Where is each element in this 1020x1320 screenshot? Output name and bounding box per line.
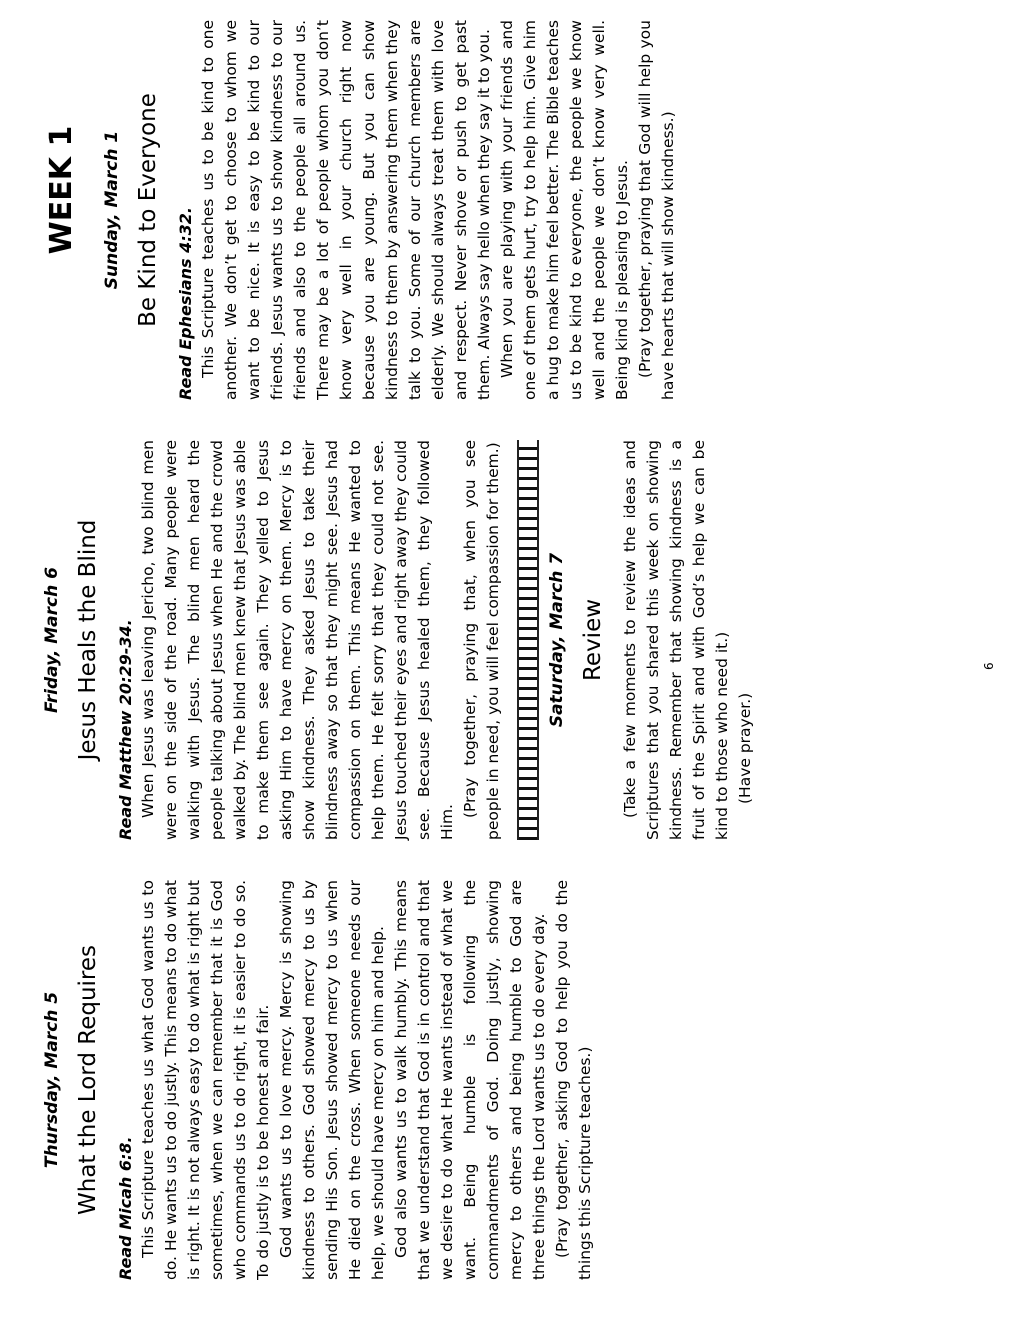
day-heading: Friday, March 6: [42, 567, 62, 713]
scripture-reference: Read Micah 6:8.: [116, 1136, 135, 1280]
prayer-note: (Pray together, asking God to help you do the things this Scripture teaches.): [553, 880, 594, 1280]
prayer-note: (Pray together, praying that God will help you have hearts that will show kindness.): [636, 20, 677, 400]
devotion-title: Review: [580, 598, 606, 682]
paragraph: When you are playing with your friends and one of them gets hurt, try to help him. Give him a hug to make him feel better. The Bible teaches us to be kind to everyone, the people we know well and the people we don’t know very well. Being kind is pleasing to Jesus.: [498, 20, 631, 400]
page-number: 6: [982, 662, 996, 670]
prayer-note: (Have prayer.): [736, 692, 754, 804]
paragraph: This Scripture teaches us to be kind to one another. We don’t get to choose to whom we want to be nice. It is easy to be kind to our friends. Jesus wants us to show kindness to our friends and also to the people all around us. There may be a lot of people whom you don’t know very well in your church right now because you are young. But you can show kindness to them by answering them when they talk to you. Some of our church members are elderly. We should always treat them with love and respect. Never shove or push to get past them. Always say hello when they say it to you.: [199, 20, 493, 400]
week-heading: WEEK 1: [44, 125, 79, 255]
devotion-title: Be Kind to Everyone: [135, 93, 161, 327]
thursday-devotion: [40, 880, 597, 1280]
scripture-reference: Read Matthew 20:29-34.: [116, 619, 135, 840]
day-heading: Thursday, March 5: [42, 991, 62, 1169]
saturday-devotion: [545, 440, 757, 840]
paragraph: God also wants us to walk humbly. This means that we understand that God is in control and that we desire to do what He wants instead of what we want. Being humble is following the commandments of God. Doing justly, showing mercy to others and being humble to God are three things the Lord wants us to do every day.: [392, 880, 548, 1280]
scripture-reference: Read Ephesians 4:32.: [176, 207, 195, 400]
friday-devotion: [40, 440, 757, 840]
day-heading: Saturday, March 7: [547, 552, 567, 728]
paragraph: God wants us to love mercy. Mercy is showing kindness to others. God showed mercy to us by sending His Son. Jesus showed mercy to us when He died on the cross. When someone needs our help, we should have mercy on him and help.: [277, 880, 387, 1280]
devotion-title: What the Lord Requires: [75, 945, 101, 1215]
paragraph: (Take a few moments to review the ideas and Scriptures that you shared this week on showing kindness. Remember that showing kindness is a fruit of the Spirit and with God’s help we can be kind to those who need it.): [621, 440, 731, 840]
prayer-note: (Pray together, praying that, when you see people in need, you will feel compassion for them.): [461, 440, 502, 840]
day-heading: Sunday, March 1: [102, 130, 122, 290]
paragraph: This Scripture teaches us what God wants us to do. He wants us to do justly. This means to do what is right. It is not always easy to do what is right but sometimes, when we can remember that it is God who commands us to do right, it is easier to do so. To do justly is to be honest and fair.: [139, 880, 272, 1280]
paragraph: When Jesus was leaving Jericho, two blind men were on the side of the road. Many people were walking with Jesus. The blind men heard the people talking about Jesus when He and the crowd walked by. The blind men knew that Jesus was able to make them see again. They yelled to Jesus asking Him to have mercy on them. Mercy is to show kindness. They asked Jesus to take their blindness away so that they might see. Jesus had compassion on them. This means He wanted to help them. He felt sorry that they could not see. Jesus touched their eyes and right away they could see. Because Jesus healed them, they followed Him.: [139, 440, 456, 840]
decorative-divider: [517, 440, 539, 840]
devotion-title: Jesus Heals the Blind: [75, 519, 101, 761]
sunday-devotion: [100, 20, 680, 400]
